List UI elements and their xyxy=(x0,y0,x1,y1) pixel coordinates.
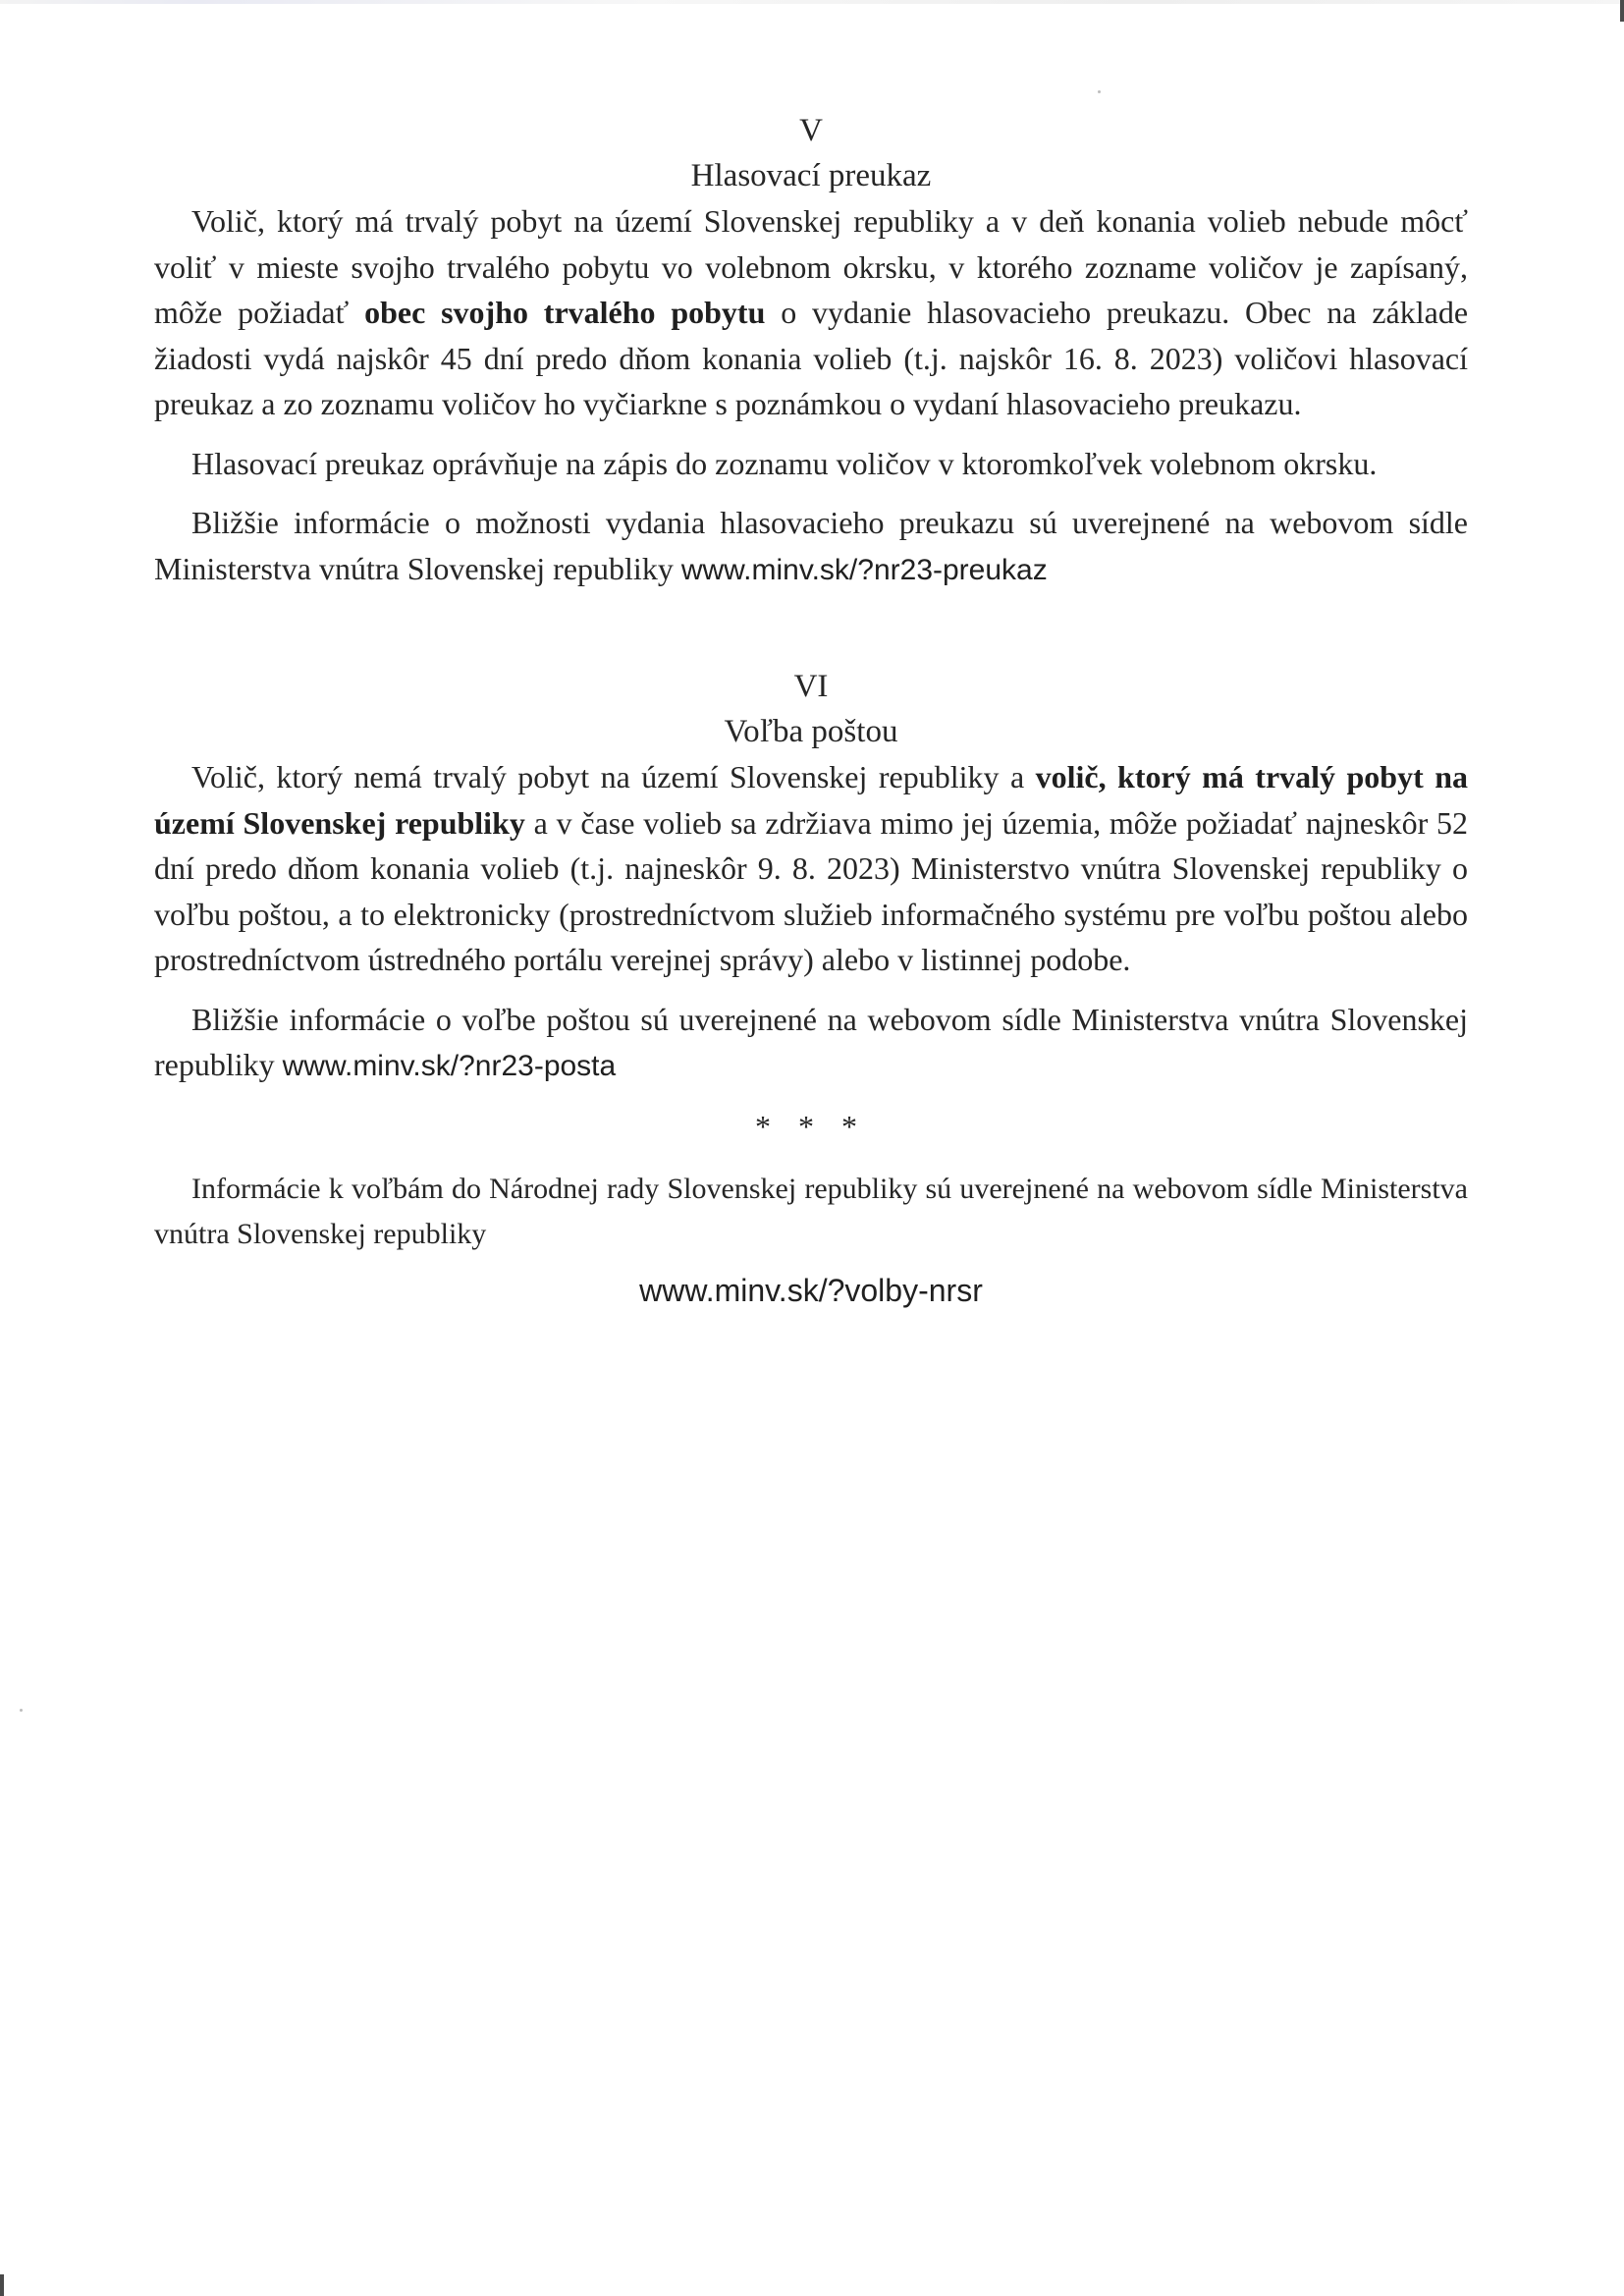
footer-paragraph: Informácie k voľbám do Národnej rady Slovenskej republiky sú uverejnené na webovom sídle Ministerstva vnútra Slovenskej republiky xyxy=(154,1172,1468,1250)
section-vi-number: VI xyxy=(793,669,829,704)
section-v-title: Hlasovací preukaz xyxy=(690,158,932,193)
section-spacer xyxy=(154,607,1468,664)
scan-mark-right xyxy=(1620,0,1624,22)
section-vi-paragraph-2 xyxy=(154,997,1468,1090)
document-content xyxy=(154,108,1468,1313)
section-v-paragraph-2: Hlasovací preukaz oprávňuje na zápis do zoznamu voličov v ktoromkoľvek volebnom okrsku. xyxy=(191,445,1378,481)
text: o vydanie hlasovacieho preukazu. Obec na základe žiadosti vydá najskôr 45 dní predo dňom konania volieb (t.j. najskôr 16. 8. 2023) voličovi hlasovací preukaz a zo zoznamu voličov ho vyčiarkne s poznámkou o vydaní hlasovacieho preukazu. xyxy=(154,295,1469,421)
scan-edge-top xyxy=(0,0,1624,4)
text: Volič, ktorý má trvalý pobyt na území Slovenskej republiky a v deň konania volieb nebude môcť voliť v mieste svojho trvalého pobytu vo volebnom okrsku, v ktorého zozname voličov je zapísaný, môže požiadať xyxy=(154,203,1468,330)
text: a v čase volieb sa zdržiava mimo jej územia, môže požiadať najneskôr 52 dní predo dňom konania volieb (t.j. najneskôr 9. 8. 2023) Ministerstvo vnútra Slovenskej republiky o voľbu poštou, a to elektronicky (prostredníctvom služieb informačného systému pre voľbu poštou alebo prostredníctvom ústredného portálu verejnej správy) alebo v listinnej podobe. xyxy=(154,804,1469,977)
bold-text: volič, ktorý má trvalý pobyt na území Slovenskej republiky xyxy=(154,759,1469,841)
section-vi-paragraph-1 xyxy=(154,754,1468,983)
section-v xyxy=(154,108,1468,593)
scan-dust-speck xyxy=(1098,90,1101,93)
section-vi xyxy=(154,664,1468,1090)
scan-dust-speck xyxy=(20,1709,23,1712)
section-vi-title: Voľba poštou xyxy=(724,714,898,749)
preukaz-link[interactable]: www.minv.sk/?nr23-preukaz xyxy=(680,553,1048,586)
volby-link[interactable]: www.minv.sk/?volby-nrsr xyxy=(639,1272,983,1308)
section-v-paragraph-1 xyxy=(154,198,1468,427)
text: Bližšie informácie o voľbe poštou sú uverejnené na webovom sídle Ministerstva vnútra Slovenskej republiky xyxy=(154,1001,1468,1082)
posta-link[interactable]: www.minv.sk/?nr23-posta xyxy=(282,1050,617,1082)
section-v-number: V xyxy=(799,113,823,148)
text: Volič, ktorý nemá trvalý pobyt na území Slovenskej republiky a xyxy=(191,759,1036,794)
bold-text: obec svojho trvalého pobytu xyxy=(364,295,766,330)
separator-stars: * * * xyxy=(755,1108,867,1144)
section-v-paragraph-3 xyxy=(154,500,1468,593)
text: Bližšie informácie o možnosti vydania hlasovacieho preukazu sú uverejnené na webovom sídle Ministerstva vnútra Slovenskej republiky xyxy=(154,505,1468,586)
scan-mark-left-bottom xyxy=(0,2274,4,2296)
